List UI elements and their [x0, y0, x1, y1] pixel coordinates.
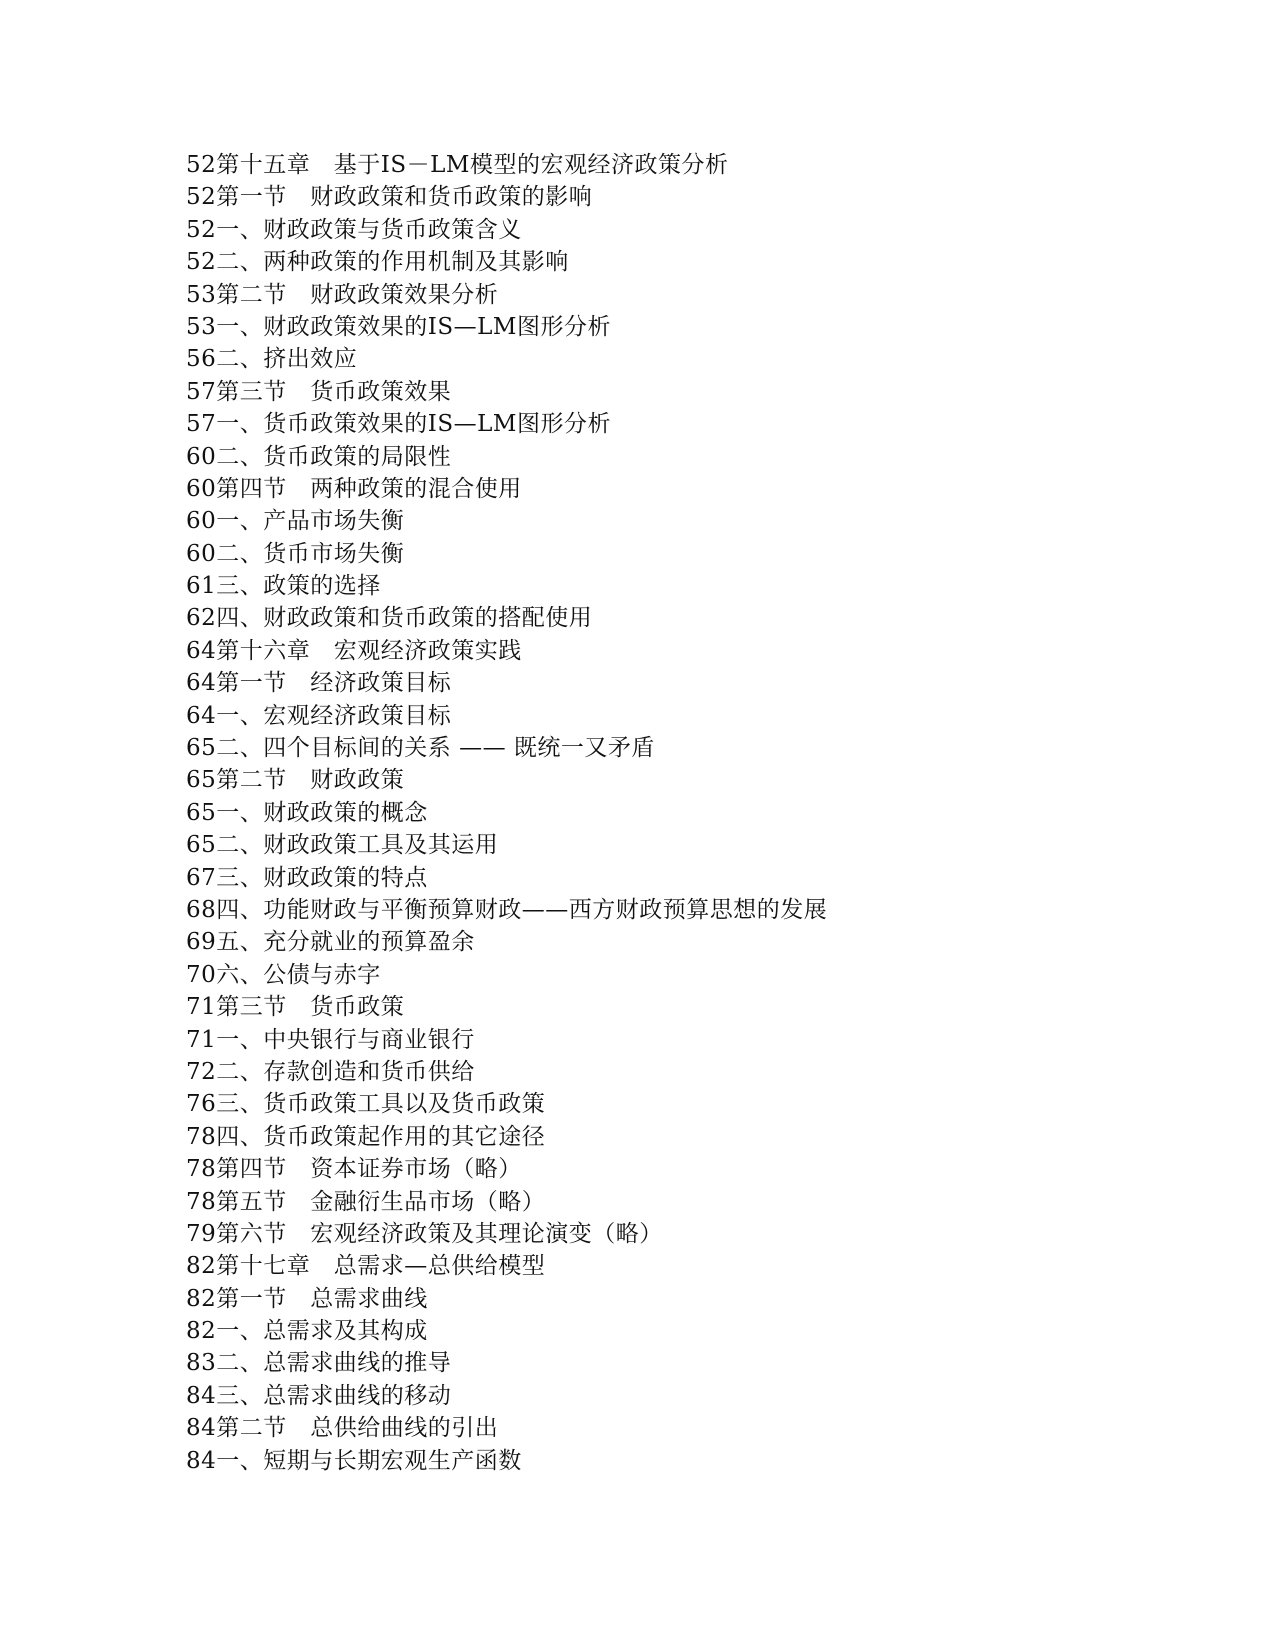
toc-entry — [186, 1186, 1186, 1218]
toc-page-number: 65 — [186, 767, 217, 794]
toc-entry-title: 五、充分就业的预算盈余 — [216, 929, 475, 956]
toc-entry — [186, 538, 1186, 570]
toc-entry — [186, 1024, 1186, 1056]
toc-entry — [186, 376, 1186, 408]
toc-entry-title: 二、四个目标间的关系 —— 既统一又矛盾 — [216, 735, 655, 762]
toc-entry-title: 第四节 资本证券市场（略） — [216, 1156, 522, 1183]
toc-page-number: 62 — [186, 605, 217, 632]
toc-page-number: 82 — [186, 1285, 217, 1312]
toc-entry-title: 一、财政政策的概念 — [216, 799, 428, 826]
toc-page-number: 64 — [186, 637, 217, 664]
toc-page-number: 52 — [186, 152, 217, 178]
toc-page-number: 60 — [186, 508, 217, 535]
toc-entry — [186, 181, 1186, 213]
toc-entry-title: 第五节 金融衍生品市场（略） — [216, 1188, 546, 1215]
toc-entry-title: 三、货币政策工具以及货币政策 — [216, 1091, 546, 1118]
toc-page-number: 65 — [186, 832, 217, 859]
toc-entry — [186, 1283, 1186, 1315]
toc-entry — [186, 1218, 1186, 1250]
toc-entry — [186, 1250, 1186, 1282]
toc-entry-title: 第二节 总供给曲线的引出 — [216, 1415, 499, 1442]
toc-page-number: 83 — [186, 1350, 217, 1377]
toc-page-number: 71 — [186, 1026, 217, 1053]
toc-entry-title: 第三节 货币政策效果 — [216, 378, 452, 405]
toc-page-number: 84 — [186, 1447, 217, 1474]
toc-page-number: 84 — [186, 1382, 217, 1409]
table-of-contents — [186, 149, 1186, 1477]
toc-entry-title: 第四节 两种政策的混合使用 — [216, 475, 522, 502]
toc-page-number: 68 — [186, 896, 217, 923]
toc-entry-title: 第一节 经济政策目标 — [216, 670, 452, 697]
toc-entry-title: 一、财政政策效果的IS—LM图形分析 — [216, 313, 611, 340]
toc-entry-title: 一、总需求及其构成 — [216, 1318, 428, 1345]
toc-entry — [186, 1056, 1186, 1088]
toc-entry — [186, 894, 1186, 926]
toc-entry-title: 四、财政政策和货币政策的搭配使用 — [216, 605, 593, 632]
toc-entry — [186, 1153, 1186, 1185]
toc-entry — [186, 149, 1186, 181]
toc-page-number: 67 — [186, 864, 217, 891]
toc-entry — [186, 862, 1186, 894]
toc-entry — [186, 959, 1186, 991]
toc-entry-title: 一、中央银行与商业银行 — [216, 1026, 475, 1053]
toc-entry-title: 第六节 宏观经济政策及其理论演变（略） — [216, 1220, 663, 1247]
toc-page-number: 78 — [186, 1188, 217, 1215]
toc-entry-title: 第二节 财政政策效果分析 — [216, 281, 499, 308]
toc-entry-title: 第十七章 总需求—总供给模型 — [216, 1253, 546, 1280]
toc-entry — [186, 1445, 1186, 1477]
toc-entry — [186, 829, 1186, 861]
toc-page-number: 69 — [186, 929, 217, 956]
toc-entry — [186, 1121, 1186, 1153]
toc-entry-title: 二、挤出效应 — [216, 346, 358, 373]
toc-entry — [186, 311, 1186, 343]
toc-entry-title: 一、财政政策与货币政策含义 — [216, 216, 522, 243]
toc-entry — [186, 473, 1186, 505]
toc-page-number: 57 — [186, 378, 217, 405]
toc-entry — [186, 570, 1186, 602]
toc-page-number: 78 — [186, 1123, 217, 1150]
toc-page-number: 78 — [186, 1156, 217, 1183]
toc-entry-title: 四、功能财政与平衡预算财政——西方财政预算思想的发展 — [216, 896, 828, 923]
toc-entry — [186, 214, 1186, 246]
toc-entry-title: 三、政策的选择 — [216, 573, 381, 600]
toc-entry-title: 二、货币政策的局限性 — [216, 443, 452, 470]
toc-entry-title: 一、短期与长期宏观生产函数 — [216, 1447, 522, 1474]
toc-page-number: 52 — [186, 184, 217, 211]
toc-page-number: 60 — [186, 475, 217, 502]
toc-entry — [186, 408, 1186, 440]
toc-page-number: 76 — [186, 1091, 217, 1118]
toc-entry — [186, 1315, 1186, 1347]
toc-entry — [186, 926, 1186, 958]
toc-page-number: 72 — [186, 1058, 217, 1085]
toc-page-number: 84 — [186, 1415, 217, 1442]
toc-entry-title: 二、存款创造和货币供给 — [216, 1058, 475, 1085]
toc-page-number: 70 — [186, 961, 217, 988]
toc-entry — [186, 797, 1186, 829]
toc-entry — [186, 1088, 1186, 1120]
toc-page-number: 56 — [186, 346, 217, 373]
toc-entry-title: 六、公债与赤字 — [216, 961, 381, 988]
toc-entry — [186, 279, 1186, 311]
toc-page-number: 79 — [186, 1220, 217, 1247]
toc-entry — [186, 343, 1186, 375]
toc-page-number: 52 — [186, 249, 217, 276]
toc-page-number: 60 — [186, 443, 217, 470]
toc-page-number: 82 — [186, 1318, 217, 1345]
toc-entry-title: 第二节 财政政策 — [216, 767, 405, 794]
toc-entry-title: 第一节 总需求曲线 — [216, 1285, 428, 1312]
toc-page-number: 64 — [186, 702, 217, 729]
toc-page-number: 52 — [186, 216, 217, 243]
toc-page-number: 60 — [186, 540, 217, 567]
toc-entry — [186, 1347, 1186, 1379]
toc-entry — [186, 732, 1186, 764]
toc-entry-title: 二、货币市场失衡 — [216, 540, 405, 567]
toc-entry — [186, 602, 1186, 634]
toc-entry — [186, 441, 1186, 473]
toc-entry-title: 第十六章 宏观经济政策实践 — [216, 637, 522, 664]
toc-entry-title: 第一节 财政政策和货币政策的影响 — [216, 184, 593, 211]
toc-entry — [186, 505, 1186, 537]
toc-entry-title: 一、产品市场失衡 — [216, 508, 405, 535]
toc-page-number: 61 — [186, 573, 217, 600]
toc-page-number: 71 — [186, 994, 217, 1021]
toc-entry-title: 二、财政政策工具及其运用 — [216, 832, 499, 859]
toc-page-number: 53 — [186, 281, 217, 308]
toc-entry-title: 四、货币政策起作用的其它途径 — [216, 1123, 546, 1150]
toc-page-number: 64 — [186, 670, 217, 697]
toc-entry — [186, 635, 1186, 667]
toc-page-number: 65 — [186, 735, 217, 762]
toc-entry-title: 三、总需求曲线的移动 — [216, 1382, 452, 1409]
toc-entry — [186, 700, 1186, 732]
toc-entry-title: 二、总需求曲线的推导 — [216, 1350, 452, 1377]
toc-entry — [186, 246, 1186, 278]
toc-page-number: 53 — [186, 313, 217, 340]
toc-entry — [186, 1412, 1186, 1444]
toc-entry-title: 三、财政政策的特点 — [216, 864, 428, 891]
toc-entry — [186, 667, 1186, 699]
toc-entry-title: 一、宏观经济政策目标 — [216, 702, 452, 729]
toc-page-number: 57 — [186, 411, 217, 438]
toc-entry-title: 第三节 货币政策 — [216, 994, 405, 1021]
toc-entry-title: 第十五章 基于IS－LM模型的宏观经济政策分析 — [216, 152, 729, 178]
toc-page-number: 82 — [186, 1253, 217, 1280]
toc-entry-title: 二、两种政策的作用机制及其影响 — [216, 249, 569, 276]
toc-entry — [186, 764, 1186, 796]
toc-entry — [186, 1380, 1186, 1412]
toc-entry-title: 一、货币政策效果的IS—LM图形分析 — [216, 411, 611, 438]
toc-page-number: 65 — [186, 799, 217, 826]
toc-entry — [186, 991, 1186, 1023]
